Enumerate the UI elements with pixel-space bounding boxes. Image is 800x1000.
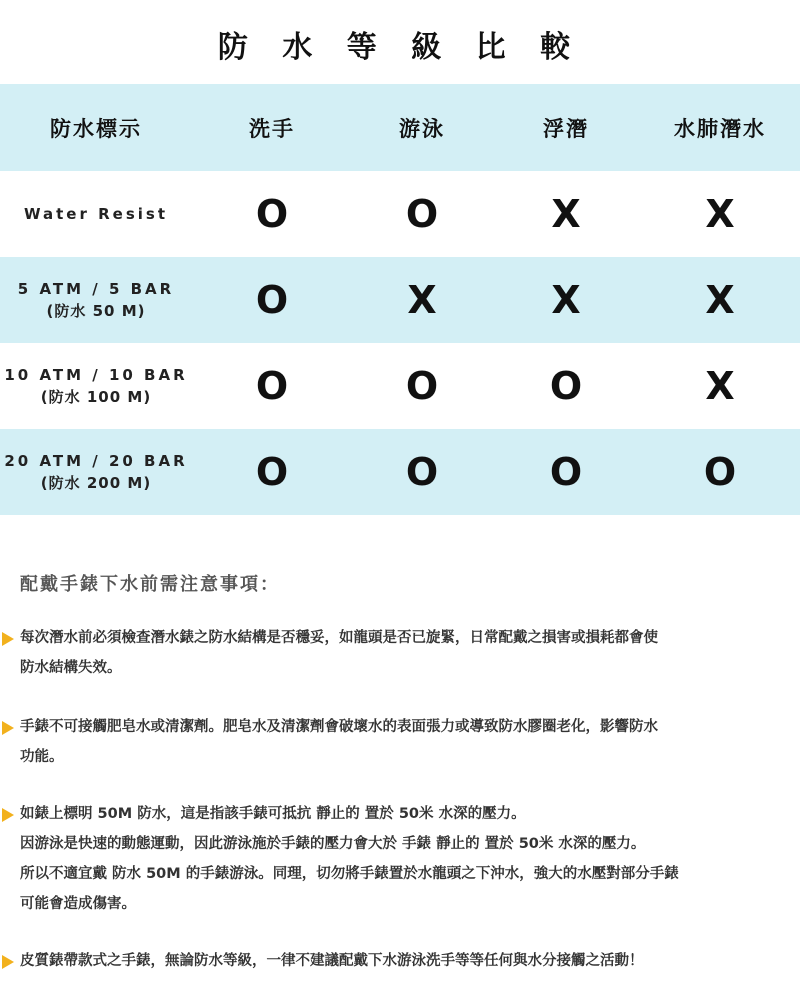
note-item	[0, 799, 800, 919]
triangle-bullet-icon	[2, 632, 14, 646]
triangle-bullet-icon	[2, 721, 14, 735]
mark-cell: O	[549, 364, 583, 408]
page-title: 防 水 等 級 比 較	[217, 30, 583, 65]
mark-cell: X	[551, 278, 581, 322]
note-item	[0, 712, 800, 772]
note-line: 因游泳是快速的動態運動，因此游泳施於手錶的壓力會大於 手錶 靜止的 置於 50米 水深的壓力。	[20, 836, 646, 852]
note-line: 可能會造成傷害。	[20, 896, 136, 912]
row-label-main: Water Resist	[24, 205, 168, 223]
note-line: 所以不適宜戴 防水 50M 的手錶游泳。同理，切勿將手錶置於水龍頭之下沖水，強大的水壓對部分手錶	[20, 866, 679, 882]
note-line: 如錶上標明 50M 防水，這是指該手錶可抵抗 靜止的 置於 50米 水深的壓力。	[20, 806, 526, 822]
table-row	[0, 171, 800, 257]
mark-cell: X	[551, 192, 581, 236]
mark-cell: O	[549, 450, 583, 494]
row-label-sub: (防水 200 M)	[40, 474, 152, 492]
triangle-bullet-icon	[2, 808, 14, 822]
note-line: 功能。	[20, 749, 64, 765]
note-item	[0, 946, 800, 976]
mark-cell: O	[255, 192, 289, 236]
note-item	[0, 623, 800, 683]
triangle-bullet-icon	[2, 955, 14, 969]
row-label	[0, 257, 192, 343]
row-label-sub: (防水 50 M)	[46, 302, 146, 320]
table-header-row	[0, 84, 800, 171]
header-hand-washing: 洗手	[249, 116, 295, 141]
row-label-main: 10 ATM / 10 BAR	[4, 366, 188, 384]
mark-cell: O	[255, 450, 289, 494]
table-row	[0, 257, 800, 343]
mark-cell: X	[705, 278, 735, 322]
row-label	[0, 343, 192, 429]
mark-cell: O	[255, 364, 289, 408]
row-label-sub: (防水 100 M)	[40, 388, 152, 406]
notes-title: 配戴手錶下水前需注意事項：	[20, 574, 280, 595]
mark-cell: O	[405, 450, 439, 494]
water-resistance-table	[0, 84, 800, 515]
row-label	[0, 429, 192, 515]
header-rating: 防水標示	[50, 116, 142, 141]
table-row	[0, 343, 800, 429]
header-scuba-diving: 水肺潛水	[674, 116, 766, 141]
note-line: 皮質錶帶款式之手錶，無論防水等級，一律不建議配戴下水游泳洗手等等任何與水分接觸之活動！	[20, 953, 644, 969]
mark-cell: O	[703, 450, 737, 494]
mark-cell: O	[255, 278, 289, 322]
note-line: 每次潛水前必須檢查潛水錶之防水結構是否穩妥，如龍頭是否已旋緊，日常配戴之損害或損耗都會使	[20, 630, 658, 646]
note-line: 手錶不可接觸肥皂水或清潔劑。肥皂水及清潔劑會破壞水的表面張力或導致防水膠圈老化，影響防水	[20, 719, 658, 735]
row-label-main: 5 ATM / 5 BAR	[17, 280, 175, 298]
header-swimming: 游泳	[399, 116, 445, 141]
mark-cell: X	[407, 278, 437, 322]
mark-cell: X	[705, 192, 735, 236]
note-line: 防水結構失效。	[20, 660, 122, 676]
mark-cell: O	[405, 192, 439, 236]
row-label-main: 20 ATM / 20 BAR	[4, 452, 188, 470]
mark-cell: X	[705, 364, 735, 408]
mark-cell: O	[405, 364, 439, 408]
header-snorkeling: 浮潛	[543, 116, 589, 141]
row-label	[0, 171, 192, 257]
table-row	[0, 429, 800, 515]
